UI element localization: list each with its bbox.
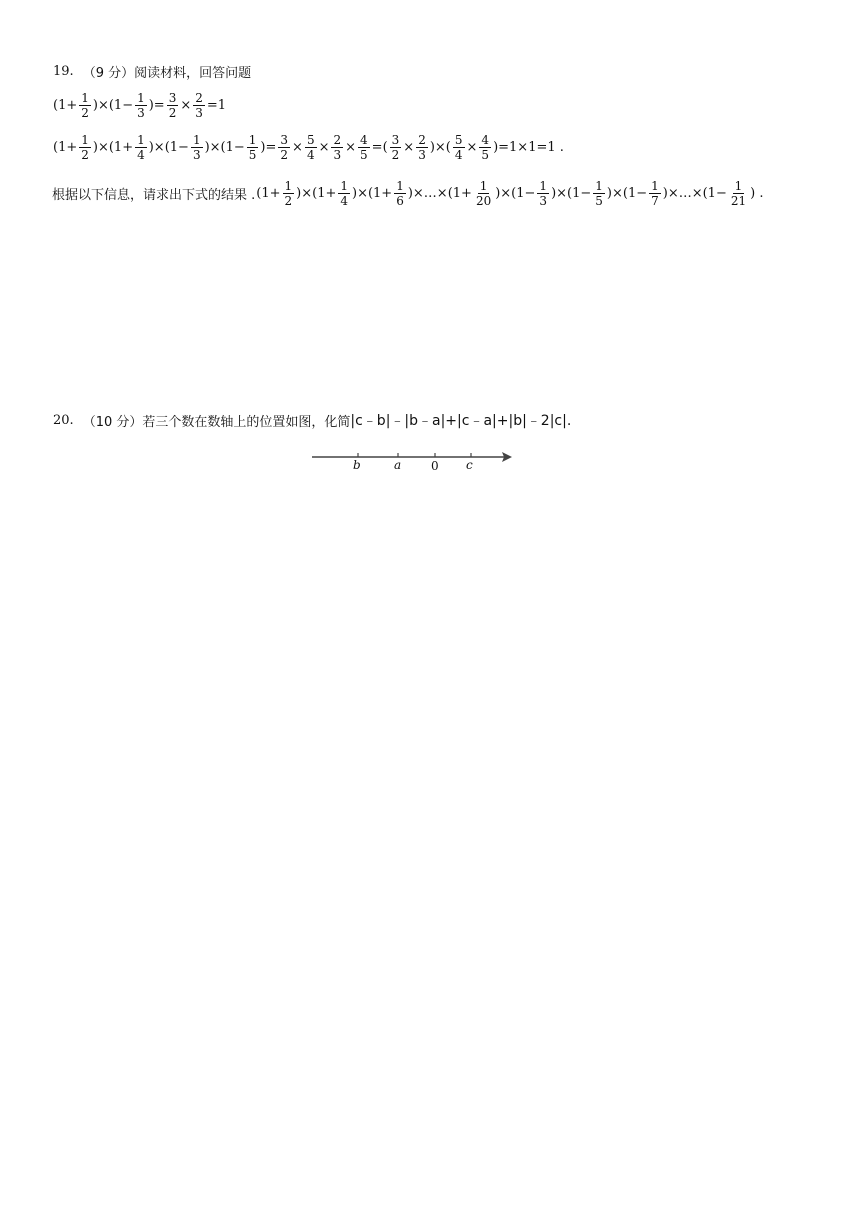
fraction: $\frac{1}{6}$ <box>396 179 404 208</box>
fraction: $\frac{1}{2}$ <box>284 179 293 208</box>
number-line <box>308 445 518 477</box>
fraction: $\frac{1}{4}$ <box>340 179 348 208</box>
fraction: $\frac{1}{5}$ <box>248 133 257 162</box>
fraction: $\frac{4}{5}$ <box>481 133 490 162</box>
fraction: $\frac{5}{4}$ <box>454 133 463 162</box>
q20-number: 20. <box>53 412 74 428</box>
fraction: $\frac{2}{3}$ <box>333 133 342 162</box>
q20-expression: |c﹣b|﹣|b﹣a|+|c﹣a|+|b|﹣2|c|. <box>350 413 572 429</box>
axis-label-c: c <box>466 458 473 472</box>
number-line-svg <box>308 445 518 477</box>
q20-text: 若三个数在数轴上的位置如图，化简 <box>142 414 351 430</box>
q19-equation-2: (1+ $\frac{1}{2}$ )×(1+ $\frac{1}{4}$ )×(1− $\frac{1}{3}$ )×(1− $\frac{1}{5}$ )= $\frac{3}{2}$ × $\frac{5}{4}$ × $\frac{2}{3}$ × $\frac{4}{5}$ =( $\frac{3}{2}$ × $\frac{2}{3}$ )×( $\frac{5}{4}$ × $\frac{4}{5}$ )=1×1=1 . <box>53 133 564 162</box>
q20-score: （10 分） <box>82 414 143 430</box>
q19-header <box>52 62 251 81</box>
fraction: $\frac{2}{3}$ <box>418 133 426 162</box>
axis-label-a: a <box>394 458 402 472</box>
fraction: $\frac{3}{2}$ <box>168 91 177 120</box>
q19-score: （9 分） <box>82 66 135 81</box>
fraction: $\frac{1}{7}$ <box>651 179 659 208</box>
fraction: $\frac{1}{2}$ <box>81 133 89 162</box>
fraction: $\frac{3}{2}$ <box>391 133 400 162</box>
fraction: $\frac{1}{3}$ <box>539 179 548 208</box>
fraction: $\frac{5}{4}$ <box>306 133 315 162</box>
fraction: $\frac{1}{5}$ <box>595 179 603 208</box>
fraction: $\frac{2}{3}$ <box>195 91 203 120</box>
q19-number: 19. <box>53 64 74 79</box>
fraction: $\frac{1}{3}$ <box>192 133 201 162</box>
q19-task: 根据以下信息，请求出下式的结果 . (1+ $\frac{1}{2}$ )×(1+ $\frac{1}{4}$ )×(1+ $\frac{1}{6}$ )×…×(1+ $\frac{1}{20}$ )×(1− $\frac{1}{3}$ )×(1− $\frac{1}{5}$ )×(1− $\frac{1}{7}$ )×…×(1− $\frac{1}{21}$ ) . <box>52 179 764 208</box>
q20-header <box>52 410 571 430</box>
fraction: $\frac{1}{2}$ <box>81 91 89 120</box>
q19-task-text: 根据以下信息，请求出下式的结果 . <box>52 188 256 203</box>
q19-title: 阅读材料，回答问题 <box>134 66 252 81</box>
axis-label-b: b <box>353 458 361 472</box>
fraction: $\frac{1}{4}$ <box>137 133 145 162</box>
q19-equation-1: (1+ $\frac{1}{2}$ )×(1− $\frac{1}{3}$ )= $\frac{3}{2}$ × $\frac{2}{3}$ =1 <box>53 91 227 120</box>
fraction: $\frac{4}{5}$ <box>360 133 368 162</box>
axis-label-zero: 0 <box>431 459 439 473</box>
fraction: $\frac{3}{2}$ <box>280 133 289 162</box>
fraction: $\frac{1}{21}$ <box>730 179 747 208</box>
fraction: $\frac{1}{20}$ <box>475 179 492 208</box>
fraction: $\frac{1}{3}$ <box>137 91 145 120</box>
